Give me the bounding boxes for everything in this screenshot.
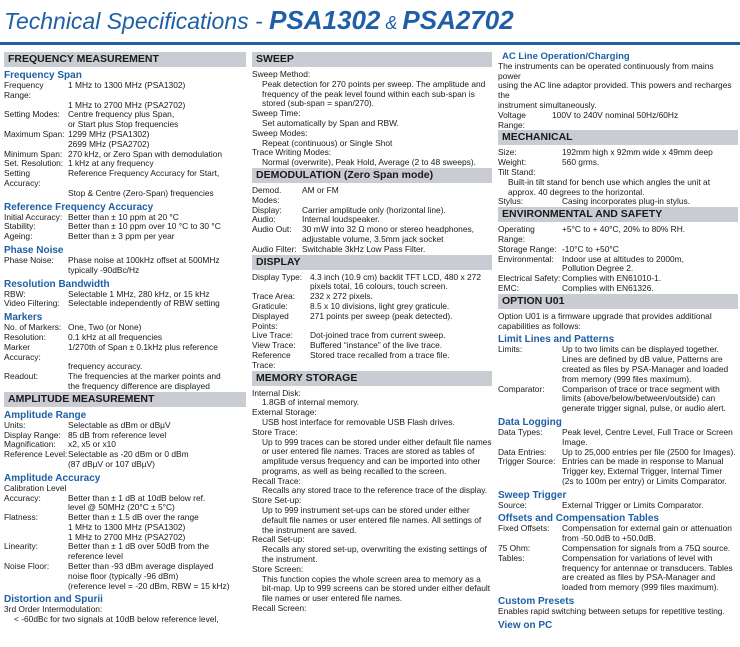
spec-value: 1 MHz to 1300 MHz (PSA1302): [68, 521, 186, 532]
spec-label: Marker Accuracy:: [4, 341, 41, 362]
spec-label: Storage Range:: [498, 243, 557, 254]
spec-value: are created as files by PSA-Manager and: [562, 572, 716, 583]
spec-text: 3rd Order Intermodulation:: [4, 604, 103, 615]
spec-value: 1299 MHz (PSA1302): [68, 128, 150, 139]
spec-label: Units:: [4, 419, 26, 430]
spec-value: 271 points per sweep (peak detected).: [310, 310, 453, 321]
spec-row: [4, 169, 246, 189]
section-header: AMPLITUDE MEASUREMENT: [4, 392, 246, 407]
subsection-heading: Limit Lines and Patterns: [498, 334, 615, 346]
spec-label: [4, 189, 68, 199]
spec-text: Recall Screen:: [252, 603, 307, 614]
spec-text: Sweep Method:: [252, 69, 311, 79]
spec-label: Electrical Safety:: [498, 273, 561, 284]
spec-value: Better than ± 3 ppm per year: [68, 231, 175, 242]
spec-row: [252, 312, 492, 332]
spec-value: Up to 25,000 entries per file (2500 for Images).: [562, 446, 736, 457]
title-prefix: Technical Specifications -: [4, 8, 270, 34]
title-ampersand: &: [380, 13, 403, 33]
spec-row: [4, 542, 246, 552]
section-header: FREQUENCY MEASUREMENT: [4, 52, 246, 67]
spec-row: [252, 351, 492, 371]
spec-value: Stop & Centre (Zero-Span) frequencies: [68, 187, 214, 198]
subsection-heading: View on PC: [498, 619, 553, 631]
spec-value: Better than ± 10 ppm over 10 °C to 30 °C: [68, 221, 221, 232]
spec-label: [498, 477, 562, 487]
spec-label: Displayed Points:: [252, 310, 289, 331]
spec-value: Better than ± 10 ppm at 20 °C: [68, 211, 179, 222]
spec-label: Audio Filter:: [252, 243, 297, 254]
spec-label: Operating Range:: [498, 224, 535, 244]
section-header: ENVIRONMENTAL AND SAFETY: [498, 207, 738, 222]
spec-label: Tables:: [498, 552, 525, 563]
spec-label: Noise Floor:: [4, 561, 50, 572]
spec-text: Calibration Level: [4, 482, 67, 493]
spec-value: Comparison of trace or trace segment with: [562, 383, 720, 394]
spec-value: Lines are defined by dB value, Patterns are: [562, 354, 723, 365]
spec-row: [498, 477, 738, 487]
spec-value: Indoor use at altitudes to 2000m,: [562, 253, 684, 264]
spec-row: [498, 111, 738, 131]
spec-label: Stylus:: [498, 196, 524, 207]
spec-value: Buffered “instance” of the live trace.: [310, 340, 443, 351]
subsection-heading: Sweep Trigger: [498, 489, 567, 501]
spec-label: [498, 467, 562, 477]
spec-label: Source:: [498, 499, 527, 510]
subsection-heading: Resolution Bandwidth: [4, 278, 110, 290]
spec-label: Magnification:: [4, 439, 56, 450]
spec-value: 232 x 272 pixels.: [310, 291, 373, 302]
spec-label: No. of Markers:: [4, 322, 62, 333]
spec-value: created as files by PSA-Manager and loaded: [562, 363, 729, 374]
spec-value: 192mm high x 92mm wide x 49mm deep: [562, 147, 713, 158]
spec-value: One, Two (or None): [68, 322, 142, 333]
spec-label: Voltage Range:: [498, 109, 526, 130]
spec-value: (2s to 100m per entry) or Limits Comparator.: [562, 475, 727, 486]
spec-text: Set automatically by Span and RBW.: [262, 117, 399, 128]
spec-text: Recalls any stored trace to the reference trace of the display.: [262, 485, 488, 496]
spec-label: Display:: [252, 204, 282, 215]
spec-label: Stability:: [4, 221, 36, 232]
spec-row: [498, 583, 738, 593]
spec-value: pixels total, 16 colours, touch screen.: [310, 281, 448, 292]
spec-row: [4, 343, 246, 363]
spec-label: Minimum Span:: [4, 148, 63, 159]
spec-text: USB host interface for removable USB Flash drives.: [262, 416, 455, 427]
section-header: DISPLAY: [252, 255, 492, 270]
spec-value: 4.3 inch (10.9 cm) backlit TFT LCD, 480 x 272: [310, 271, 481, 282]
spec-text: Trace Writing Modes:: [252, 147, 332, 158]
subsection-heading: Reference Frequency Accuracy: [4, 201, 154, 213]
spec-text: Option U01 is a firmware upgrade that provides additional: [498, 310, 712, 321]
spec-value: Carrier amplitude only (horizontal line).: [302, 204, 446, 215]
spec-row: [498, 197, 738, 207]
spec-value: Compensation for external gain or attenuation: [562, 523, 732, 534]
spec-value: from memory (999 files maximum).: [562, 373, 692, 384]
section-header: MECHANICAL: [498, 130, 738, 145]
spec-label: Video Filtering:: [4, 298, 60, 309]
spec-value: Peak level, Centre Level, Full Trace or Screen: [562, 426, 733, 437]
spec-label: Display Type:: [252, 271, 303, 282]
spec-label: Size:: [498, 147, 517, 158]
spec-text: the instrument.: [262, 554, 318, 565]
spec-row: [4, 299, 246, 309]
spec-value: Pollution Degree 2.: [562, 263, 634, 274]
spec-text: the instrument are saved.: [262, 524, 357, 535]
spec-row: [252, 245, 492, 255]
spec-text: The instruments can be operated continuously from mains power: [498, 60, 714, 81]
spec-label: Linearity:: [4, 541, 38, 552]
spec-value: 85 dB from reference level: [68, 429, 167, 440]
spec-value: frequency accuracy.: [68, 361, 143, 372]
spec-label: Accuracy:: [4, 492, 41, 503]
spec-text: Recall Set-up:: [252, 534, 305, 545]
spec-row: [4, 266, 246, 276]
spec-text: instrument simultaneously.: [498, 99, 597, 110]
spec-value: Selectable as dBm or dBµV: [68, 419, 171, 430]
spec-text: Internal Disk:: [252, 387, 301, 398]
spec-text: Peak detection for 270 points per sweep. The amplitude and: [262, 78, 486, 89]
spec-label: Ageing:: [4, 231, 33, 242]
spec-value: Stored trace recalled from a trace file.: [310, 349, 450, 360]
spec-row: [498, 148, 738, 158]
spec-value: Switchable 3kHz Low Pass Filter.: [302, 243, 426, 254]
section-header: MEMORY STORAGE: [252, 371, 492, 386]
spec-text: < -60dBc for two signals at 10dB below reference level,: [14, 614, 219, 625]
spec-label: Demod. Modes:: [252, 184, 282, 205]
spec-text: Sweep Modes:: [252, 127, 308, 138]
header-rule: [0, 42, 740, 45]
spec-value: -10°C to +50°C: [562, 243, 619, 254]
spec-label: EMC:: [498, 282, 519, 293]
spec-value: Better than ± 1.5 dB over the range: [68, 512, 199, 523]
section-header: SWEEP: [252, 52, 492, 67]
spec-label: Phase Noise:: [4, 254, 54, 265]
spec-text: This function copies the whole screen area to memory as a: [262, 573, 481, 584]
spec-value: 1 MHz to 2700 MHz (PSA2702): [68, 531, 186, 542]
spec-value: from -50.0dB to +50.0dB.: [562, 533, 656, 544]
spec-text: Store Screen:: [252, 563, 304, 574]
subsection-heading: Amplitude Accuracy: [4, 472, 101, 484]
spec-value: Compensation for signals from a 75Ω source.: [562, 543, 731, 554]
section-header: DEMODULATION (Zero Span mode): [252, 168, 492, 183]
spec-label: [4, 572, 68, 582]
spec-value: 560 grms.: [562, 157, 600, 168]
spec-value: Casing incorporates plug-in stylus.: [562, 196, 691, 207]
spec-text: External Storage:: [252, 407, 317, 418]
spec-row: [4, 582, 246, 592]
spec-value: 1 MHz to 2700 MHz (PSA2702): [68, 99, 186, 110]
spec-value: Compensation for variations of level with: [562, 552, 713, 563]
spec-label: [498, 573, 562, 583]
spec-text: stored (sub-span = span/270).: [262, 98, 374, 109]
spec-value: 1/270th of Span ± 0.1kHz plus reference: [68, 341, 218, 352]
spec-value: Complies with EN61010-1.: [562, 273, 662, 284]
spec-text: amplitude versus frequency and can be imported into other: [262, 456, 481, 467]
spec-label: Initial Accuracy:: [4, 211, 63, 222]
spec-text: Store Trace:: [252, 426, 298, 437]
spec-row: [498, 501, 738, 511]
subsection-heading: Frequency Span: [4, 70, 82, 81]
spec-text: Recall Trace:: [252, 475, 301, 486]
spec-row: [498, 225, 738, 245]
spec-row: [4, 189, 246, 199]
spec-value: AM or FM: [302, 184, 339, 195]
subsection-heading: Data Logging: [498, 416, 562, 428]
spec-label: [498, 394, 562, 404]
spec-value: +5°C to + 40°C, 20% to 80% RH.: [562, 224, 686, 235]
spec-value: (87 dBµV or 107 dBµV): [68, 458, 155, 469]
spec-value: Entries can be made in response to Manual: [562, 456, 724, 467]
spec-label: Audio:: [252, 214, 276, 225]
title-model-1: PSA1302: [269, 5, 381, 35]
spec-row: [4, 81, 246, 101]
spec-text: 1.8GB of internal memory.: [262, 397, 360, 408]
spec-value: Trigger key, External Trigger, Internal Timer: [562, 466, 723, 477]
spec-value: (reference level = -20 dBm, RBW = 15 kHz): [68, 580, 230, 591]
spec-text: Repeat (continuous) or Single Shot: [262, 137, 393, 148]
spec-label: Live Trace:: [252, 330, 293, 341]
spec-text: Recalls any stored set-up, overwriting the existing settings of: [262, 544, 487, 555]
spec-label: Setting Modes:: [4, 109, 60, 120]
spec-label: [498, 564, 562, 574]
title-model-2: PSA2702: [402, 5, 514, 35]
spec-value: loaded from memory (999 files maximum).: [562, 582, 719, 593]
spec-value: 8.5 x 10 divisions, light grey graticule.: [310, 300, 450, 311]
spec-row: [498, 404, 738, 414]
spec-value: 2699 MHz (PSA2702): [68, 138, 150, 149]
spec-label: Trigger Source:: [498, 456, 556, 467]
spec-value: Better than ± 1 dB at 10dB below ref.: [68, 492, 206, 503]
subsection-heading: Phase Noise: [4, 244, 64, 256]
spec-label: Environmental:: [498, 253, 554, 264]
spec-value: the frequency difference are displayed: [68, 380, 210, 391]
spec-label: [4, 382, 68, 392]
spec-text: frequency of the peak level found within each sub-span is: [262, 88, 475, 99]
spec-label: Graticule:: [252, 300, 288, 311]
subsection-heading: Amplitude Range: [4, 409, 87, 421]
spec-value: Up to two limits can be displayed together.: [562, 344, 719, 355]
spec-label: Maximum Span:: [4, 128, 65, 139]
column-middle: [252, 52, 492, 614]
spec-label: Weight:: [498, 157, 527, 168]
spec-value: generate trigger signal, pulse, or audio alert.: [562, 403, 726, 414]
spec-label: Data Entries:: [498, 446, 547, 457]
subsection-heading: AC Line Operation/Charging: [502, 51, 630, 62]
spec-value: x2, x5 or x10: [68, 439, 116, 450]
spec-value: External Trigger or Limits Comparator.: [562, 499, 704, 510]
spec-text: Enables rapid switching between setups for repetitive testing.: [498, 606, 725, 617]
spec-label: Audio Out:: [252, 224, 292, 235]
spec-label: Reference Trace:: [252, 349, 291, 370]
spec-label: Display Range:: [4, 429, 61, 440]
spec-value: adjustable volume, 3.5mm jack socket: [302, 233, 444, 244]
spec-value: 1 MHz to 1300 MHz (PSA1302): [68, 80, 186, 90]
spec-text: default file names or user entered file names. All settings of: [262, 514, 482, 525]
spec-label: RBW:: [4, 288, 26, 299]
spec-value: 0.1 kHz at all frequencies: [68, 331, 163, 342]
subsection-heading: Custom Presets: [498, 596, 575, 608]
spec-value: or Start plus Stop frequencies: [68, 119, 179, 130]
spec-label: 75 Ohm:: [498, 543, 531, 554]
spec-text: or user entered file names. Traces are stored as tables of: [262, 446, 475, 457]
spec-label: Resolution:: [4, 331, 46, 342]
spec-label: View Trace:: [252, 340, 296, 351]
spec-row: [4, 460, 246, 470]
spec-text: Normal (overwrite), Peak Hold, Average (2 to 48 sweeps).: [262, 157, 476, 168]
subsection-heading: Distortion and Spurii: [4, 594, 103, 606]
spec-row: [498, 284, 738, 294]
spec-value: 270 kHz, or Zero Span with demodulation: [68, 148, 223, 159]
spec-label: [4, 582, 68, 592]
spec-value: Selectable as -20 dBm or 0 dBm: [68, 449, 189, 460]
spec-row: [252, 186, 492, 206]
spec-text: Tilt Stand:: [498, 166, 536, 177]
spec-label: [498, 355, 562, 365]
spec-text: Sweep Time:: [252, 108, 301, 119]
spec-value: Selectable 1 MHz, 280 kHz, or 15 kHz: [68, 288, 210, 299]
spec-text: Up to 999 traces can be stored under either default file names: [262, 436, 492, 447]
spec-value: Phase noise at 100kHz offset at 500MHz: [68, 254, 220, 265]
spec-row: [4, 232, 246, 242]
spec-value: reference level: [68, 551, 123, 562]
spec-text: capabilities as follows:: [498, 320, 581, 331]
section-header: OPTION U01: [498, 294, 738, 309]
spec-value: level @ 50MHz (20°C ± 5°C): [68, 502, 175, 513]
spec-value: limits (above/below/between/outside) can: [562, 393, 716, 404]
spec-value: 30 mW into 32 Ω mono or stereo headphones,: [302, 224, 474, 235]
spec-label: [498, 365, 562, 375]
subsection-heading: Markers: [4, 312, 43, 324]
spec-text: programs, as well as being recalled to the screen.: [262, 465, 447, 476]
spec-label: [498, 583, 562, 593]
spec-value: Reference Frequency Accuracy for Start,: [68, 168, 220, 179]
spec-label: Limits:: [498, 344, 523, 355]
spec-value: Better than -93 dBm average displayed: [68, 561, 214, 572]
spec-text: Up to 999 instrument set-ups can be stored under either: [262, 505, 470, 516]
page-header: [0, 0, 740, 40]
spec-label: [4, 460, 68, 470]
spec-text: approx. 40 degrees to the horizontal.: [508, 186, 645, 197]
spec-value: Complies with EN61326.: [562, 282, 654, 293]
spec-label: [4, 266, 68, 276]
spec-text: bit-map. Up to 999 screens can be stored under either default: [262, 583, 491, 594]
spec-label: Comparator:: [498, 383, 545, 394]
spec-label: [4, 523, 68, 533]
subsection-heading: Offsets and Compensation Tables: [498, 513, 659, 525]
spec-text: using the AC line adaptor provided. This powers and recharges the: [498, 80, 732, 101]
page-title: [4, 5, 514, 36]
spec-value: Image.: [562, 436, 588, 447]
spec-label: Frequency Range:: [4, 80, 44, 100]
spec-value: frequency for antennae or transducers. Tables: [562, 562, 733, 573]
spec-label: Reference Level:: [4, 449, 68, 460]
spec-label: Trace Area:: [252, 291, 295, 302]
spec-text: Built-in tilt stand for bench use which angles the unit at: [508, 176, 711, 187]
spec-value: Better than ± 1 dB over 50dB from the: [68, 541, 210, 552]
spec-row: [4, 382, 246, 392]
spec-label: [498, 404, 562, 414]
spec-label: Set. Resolution:: [4, 158, 64, 169]
spec-value: typically -90dBc/Hz: [68, 264, 140, 275]
spec-text: file names or user entered file names.: [262, 593, 403, 604]
spec-value: Selectable independently of RBW setting: [68, 298, 220, 309]
spec-value: Centre frequency plus Span,: [68, 109, 175, 120]
spec-value: 1 kHz at any frequency: [68, 158, 154, 169]
spec-value: The frequencies at the marker points and: [68, 371, 221, 382]
spec-value: 100V to 240V nominal 50Hz/60Hz: [552, 109, 679, 120]
spec-row: [498, 428, 738, 438]
spec-label: Data Types:: [498, 426, 543, 437]
column-right: [498, 52, 738, 631]
spec-label: Readout:: [4, 371, 38, 382]
spec-value: noise floor (typically -96 dBm): [68, 570, 179, 581]
spec-label: Fixed Offsets:: [498, 523, 550, 534]
spec-text: Store Set-up:: [252, 495, 302, 506]
spec-label: Flatness:: [4, 512, 38, 523]
spec-value: Dot-joined trace from current sweep.: [310, 330, 446, 341]
spec-value: Internal loudspeaker.: [302, 214, 380, 225]
spec-label: Setting Accuracy:: [4, 168, 41, 188]
column-left: [4, 52, 246, 625]
